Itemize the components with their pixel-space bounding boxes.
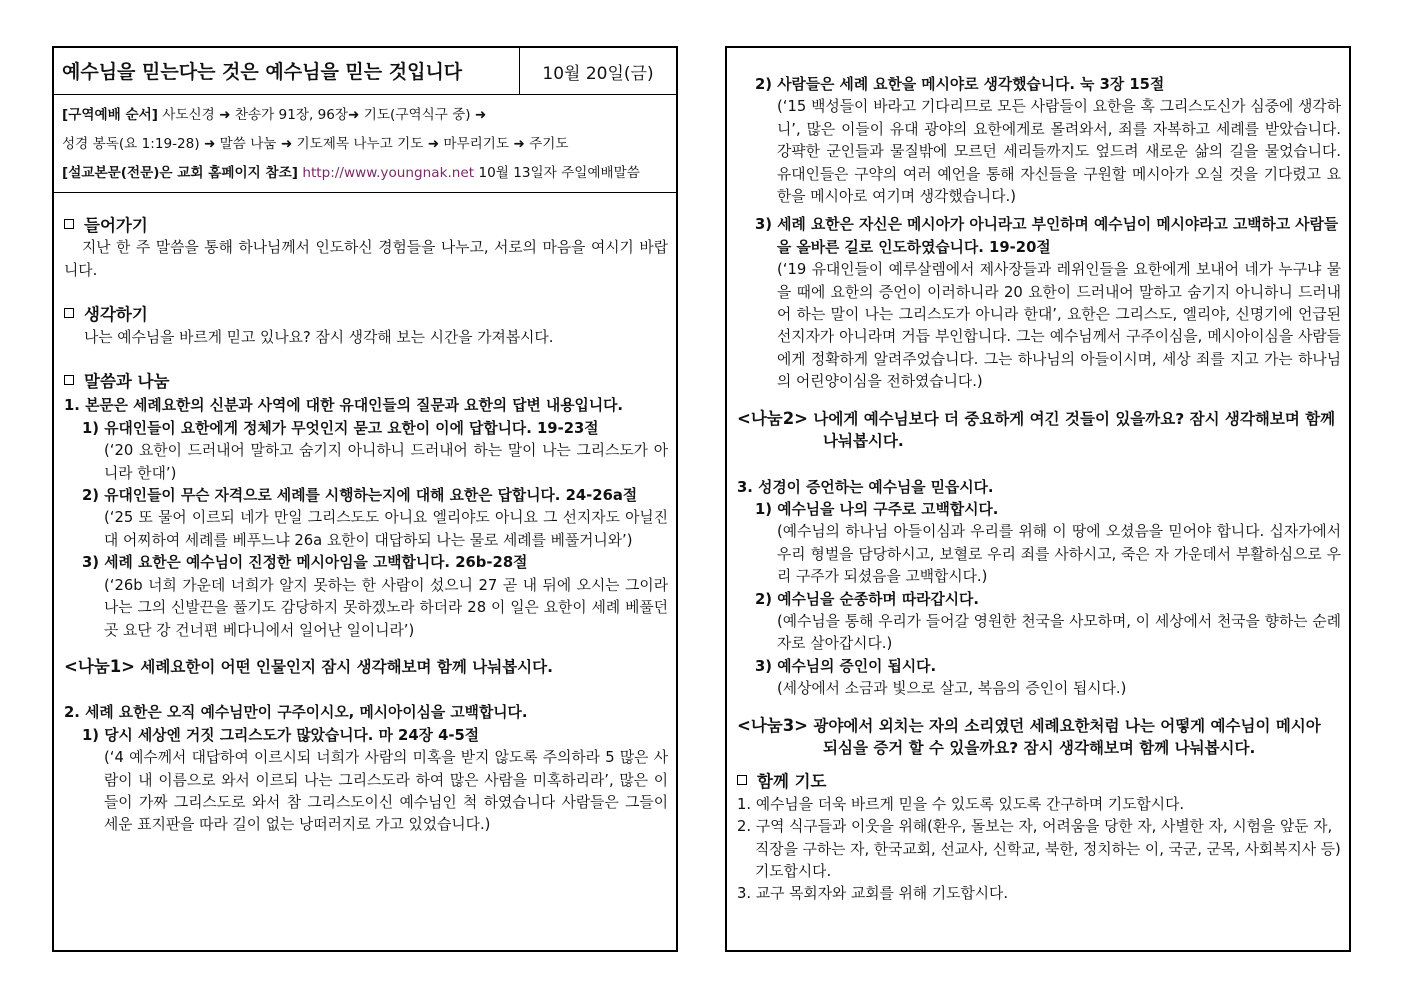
order-line-2: 성경 봉독(요 1:19-28) ➜ 말씀 나눔 ➜ 기도제목 나누고 기도 ➜ 마무리기도 ➜ 주기도: [62, 136, 569, 152]
checkbox-square-icon: [64, 375, 74, 385]
checkbox-square-icon: [64, 219, 74, 229]
scripture-quote: (‘26b 너희 가운데 너희가 알지 못하는 한 사람이 섰으니 27 곧 내 뒤에 오시는 그이라 나는 그의 신발끈을 풀기도 감당하지 못하겠노라 하더라 28 이 일은 요한이 세례 베풀던 곳 요단 강 건너편 베다니에서 일어난 일이니라’): [104, 576, 668, 639]
section-text: 나는 예수님을 바르게 믿고 있나요? 잠시 생각해 보는 시간을 가져봅시다.: [84, 328, 554, 346]
subpoint-heading: 3) 예수님의 증인이 됩시다.: [755, 657, 937, 675]
left-panel: [52, 46, 678, 952]
subpoint-heading: 2) 사람들은 세례 요한을 메시야로 생각했습니다. 눅 3장 15절: [755, 76, 1165, 93]
scripture-quote: (예수님을 통해 우리가 들어갈 영원한 천국을 사모하며, 이 세상에서 천국을 향하는 순례자로 살아갑시다.): [777, 612, 1341, 653]
section-heading: [737, 771, 1341, 793]
section-heading: [64, 304, 668, 326]
prayer-item: 2. 구역 식구들과 이웃을 위해(환우, 돌보는 자, 어려움을 당한 자, 사별한 자, 시험을 앞둔 자, 직장을 구하는 자, 한국교회, 선교사, 신학교, 북한, 정치하는 이, 국군, 군목, 사회복지사 등)기도합시다.: [737, 818, 1341, 880]
point-heading: 2. 세례 요한은 오직 예수님만이 구주이시오, 메시아이심을 고백합니다.: [64, 704, 528, 722]
scripture-quote: (‘4 예수께서 대답하여 이르시되 너희가 사람의 미혹을 받지 않도록 주의하라 5 많은 사람이 내 이름으로 와서 이르되 나는 그리스도라 하여 많은 사람을 미혹하리라’, 많은 이들이 가짜 그리스도로 와서 참 그리스도이신 예수님인 척 하였습니다 사람들은 그들이 세운 표지판을 따라 길이 없는 낭떠러지로 가고 있었습니다.): [104, 749, 668, 834]
sermon-line: [62, 159, 668, 188]
share-prompt: [737, 408, 1341, 453]
left-content: [54, 215, 676, 837]
prayer-item: 1. 예수님을 더욱 바르게 믿을 수 있도록 있도록 간구하며 기도합시다.: [737, 795, 1185, 813]
point-heading: 3. 성경이 증언하는 예수님을 믿읍시다.: [737, 478, 994, 496]
subpoint-heading: 3) 세례 요한은 예수님이 진정한 메시아임을 고백합니다. 26b-28절: [82, 554, 528, 572]
share-prompt: [737, 715, 1341, 760]
scripture-quote: (‘15 백성들이 바라고 기다리므로 모든 사람들이 요한을 혹 그리스도신가 심중에 생각하니’, 많은 이들이 유대 광야의 요한에게로 몰려와서, 죄를 자복하고 세례를 받았습니다. 강퍅한 군인들과 물질밖에 모르던 세리들까지도 엎드려 새로운 삶의 길을 물었습니다. 유대인들은 구약의 여러 예언을 통해 자신들을 구원할 메시아가 오실 것을 기다렸고 요한을 메시아로 여기며 생각했습니다.): [777, 98, 1341, 206]
worship-order: [54, 95, 676, 193]
subpoint-heading: 3) 세례 요한은 자신은 메시아가 아니라고 부인하며 예수님이 메시야라고 고백하고 사람들을 올바른 길로 인도하였습니다. 19-20절: [755, 216, 1339, 256]
scripture-quote: (‘19 유대인들이 예루살렘에서 제사장들과 레위인들을 요한에게 보내어 네가 누구냐 물을 때에 요한의 증언이 이러하니라 20 요한이 드러내어 말하고 숨기지 아니하니 드러내어 하는 말이 나는 그리스도가 아니라 한대’, 요한은 그리스도, 엘리야, 신명기에 언급된 선지자가 아니라며 거듭 부인합니다. 그는 예수님께서 구주이심을, 메시아이심을 사람들에게 정확하게 알려주었습니다. 그는 하나님의 아들이시며, 세상 죄를 지고 가는 하나님의 어린양이심을 전하였습니다.): [777, 261, 1341, 391]
subpoint-heading: 2) 예수님을 순종하며 따라갑시다.: [755, 590, 979, 608]
order-label: [구역예배 순서]: [62, 107, 158, 123]
point-heading: 1. 본문은 세례요한의 신분과 사역에 대한 유대인들의 질문과 요한의 답변 내용입니다.: [64, 397, 624, 415]
right-content: [727, 48, 1349, 906]
prayer-item: 3. 교구 목회자와 교회를 위해 기도합시다.: [737, 885, 1009, 903]
share-tag: <나눔3>: [737, 715, 809, 735]
section-heading: [64, 371, 668, 393]
order-text-1: 사도신경 ➜ 찬송가 91장, 96장➜ 기도(구역식구 중) ➜: [162, 107, 487, 123]
scripture-quote: (‘25 또 물어 이르되 네가 만일 그리스도도 아니요 엘리야도 아니요 그 선지자도 아닐진대 어찌하여 세례를 베푸느냐 26a 요한이 대답하되 나는 물로 세례를 베풀거니와’): [104, 509, 668, 549]
subpoint-heading: 1) 예수님을 나의 구주로 고백합시다.: [755, 500, 999, 518]
section-title: 말씀과 나눔: [84, 372, 170, 392]
scripture-quote: (세상에서 소금과 빛으로 살고, 복음의 증인이 됩시다.): [777, 680, 1127, 698]
share-text: 세례요한이 어떤 인물인지 잠시 생각해보며 함께 나눠봅시다.: [140, 657, 554, 676]
title-bar: [54, 48, 676, 95]
spacer: [64, 678, 668, 700]
sermon-label: [설교본문(전문)은 교회 홈페이지 참조]: [62, 165, 299, 181]
checkbox-square-icon: [64, 308, 74, 318]
subpoint-heading: 2) 유대인들이 무슨 자격으로 세례를 시행하는지에 대해 요한은 답합니다. 24-26a절: [82, 487, 638, 505]
page-title: 예수님을 믿는다는 것은 예수님을 믿는 것입니다: [54, 48, 520, 94]
date-label: 10월 20일(금): [542, 64, 654, 84]
share-prompt: [64, 656, 668, 678]
order-line-1: [62, 101, 668, 130]
spacer: [737, 453, 1341, 475]
share-text: 광야에서 외치는 자의 소리였던 세례요한처럼 나는 어떻게 예수님이 메시아 되심을 증거 할 수 있을까요? 잠시 생각해보며 함께 나눠봅시다.: [813, 716, 1321, 757]
section-title: 생각하기: [84, 305, 148, 325]
subpoint-heading: 1) 당시 세상엔 거짓 그리스도가 많았습니다. 마 24장 4-5절: [82, 726, 480, 744]
share-tag: <나눔2>: [737, 408, 809, 428]
share-text: 나에게 예수님보다 더 중요하게 여긴 것들이 있을까요? 잠시 생각해보며 함께 나눠봅시다.: [813, 409, 1336, 451]
section-text: 지난 한 주 말씀을 통해 하나님께서 인도하신 경험들을 나누고, 서로의 마음을 여시기 바랍니다.: [64, 239, 668, 279]
scripture-quote: (예수님의 하나님 아들이심과 우리를 위해 이 땅에 오셨음을 믿어야 합니다. 십자가에서 우리 형벌을 담당하시고, 보혈로 우리 죄를 사하시고, 죽은 자 가운데서 부활하심으로 우리 구주가 되셨음을 고백합시다.): [777, 523, 1341, 586]
checkbox-square-icon: [737, 775, 747, 785]
right-panel: [725, 46, 1351, 952]
share-tag: <나눔1>: [64, 656, 136, 676]
section-title: 들어가기: [84, 216, 148, 235]
homepage-link[interactable]: http://www.youngnak.net: [302, 165, 475, 181]
subpoint-heading: 1) 유대인들이 요한에게 정체가 무엇인지 묻고 요한이 이에 답합니다. 19-23절: [82, 419, 599, 437]
section-heading: [64, 215, 668, 237]
section-title: 함께 기도: [757, 772, 827, 792]
sermon-date: 10월 13일자 주일예배말씀: [478, 165, 640, 181]
scripture-quote: (‘20 요한이 드러내어 말하고 숨기지 아니하니 드러내어 하는 말이 나는 그리스도가 아니라 한대’): [104, 442, 668, 482]
